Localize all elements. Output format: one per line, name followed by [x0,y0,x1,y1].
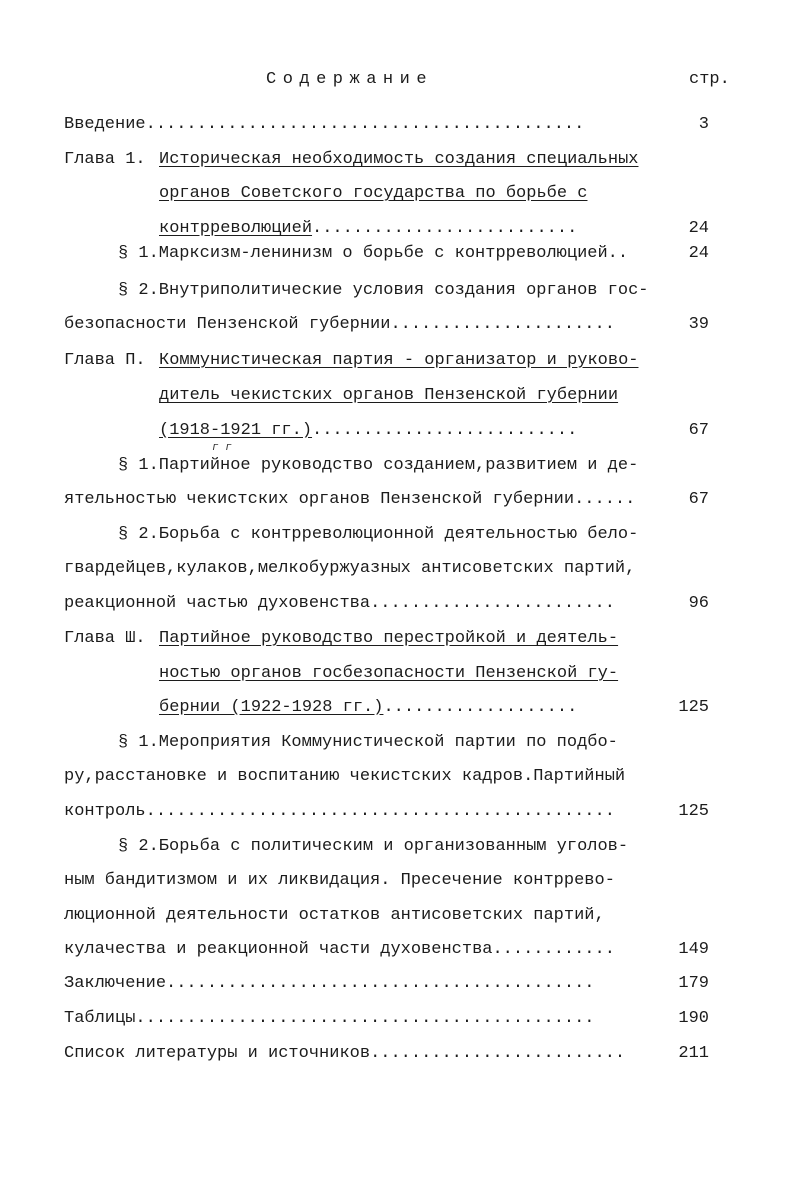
toc-entry-intro [64,114,584,136]
page-number: 179 [678,974,709,993]
leader-dots: .............................................. [145,802,615,821]
page-number: 190 [678,1009,709,1028]
page-column-label: стр. [689,70,730,89]
chapter-2-prefix: Глава П. [64,351,146,370]
toc-entry-tables [64,1008,595,1030]
entry-label: контроль [64,802,146,821]
leader-dots: ...... [574,490,636,509]
leader-dots: .......................................... [166,974,595,993]
page-number: 3 [698,115,709,134]
section-2-1-line-2 [64,489,635,511]
entry-label: Список литературы и источников [64,1044,371,1063]
section-3-1-line-2: ру,расстановке и воспитанию чекистских кадров.Партийный [64,767,626,786]
page-number: 39 [688,315,709,334]
chapter-1-title-end: контрреволюцией [159,219,313,238]
section-3-2-line-3: люционной деятельности остатков антисоветских партий, [64,906,605,925]
handwritten-correction-mark: г г [212,442,232,454]
leader-dots: ............................................. [135,1009,595,1028]
leader-dots: ......................... [370,1044,626,1063]
leader-dots: ...................... [390,315,615,334]
chapter-3-title-end: бернии (1922-1928 гг.) [159,698,384,717]
entry-label: ятельностью чекистских органов Пензенской губернии [64,490,575,509]
page-number: 67 [688,490,709,509]
section-2-2-line-1: § 2.Борьба с контрреволюционной деятельностью бело- [118,525,639,544]
leader-dots: ................... [383,698,578,717]
page-number: 149 [678,940,709,959]
entry-label: кулачества и реакционной части духовенства [64,940,493,959]
chapter-2-title-line-3 [159,420,577,442]
page-number: 24 [688,244,709,263]
leader-dots: ........................ [370,594,615,613]
chapter-1-title-line-3 [159,218,577,240]
section-2-2-line-2: гвардейцев,кулаков,мелкобуржуазных антисоветских партий, [64,559,636,578]
leader-dots: .......................... [312,219,578,238]
toc-title: Содержание [266,70,434,89]
entry-label: Введение [64,115,146,134]
page-number: 96 [688,594,709,613]
entry-label: Заключение [64,974,167,993]
section-3-2-line-4 [64,939,615,961]
chapter-1-prefix: Глава 1. [64,150,146,169]
chapter-2-title-line-2: дитель чекистских органов Пензенской губернии [159,386,619,405]
section-1-2-line-2 [64,314,615,336]
section-2-2-line-3 [64,593,615,615]
chapter-3-title-line-1: Партийное руководство перестройкой и деятель- [159,629,619,648]
section-1-1: § 1.Марксизм-ленинизм о борьбе с контрреволюцией.. [118,244,629,263]
page-number: 125 [678,698,709,717]
leader-dots: ............ [492,940,615,959]
leader-dots: .......................... [312,421,578,440]
toc-entry-bibliography [64,1043,625,1065]
section-1-2-line-1: § 2.Внутриполитические условия создания органов гос- [118,281,649,300]
chapter-1-title-line-2: органов Советского государства по борьбе с [159,184,588,203]
chapter-1-title-line-1: Историческая необходимость создания специальных [159,150,639,169]
chapter-3-title-line-2: ностью органов госбезопасности Пензенской гу- [159,664,619,683]
section-3-1-line-1: § 1.Мероприятия Коммунистической партии по подбо- [118,733,618,752]
page-number: 211 [678,1044,709,1063]
section-2-1-line-1: § 1.Партийное руководство созданием,развитием и де- [118,456,639,475]
entry-label: безопасности Пензенской губернии [64,315,391,334]
page-number: 24 [688,219,709,238]
section-3-2-line-2: ным бандитизмом и их ликвидация. Пресечение контррево- [64,871,615,890]
entry-label: Таблицы [64,1009,136,1028]
section-3-1-line-3 [64,801,615,823]
chapter-3-title-line-3 [159,697,577,719]
chapter-2-title-line-1: Коммунистическая партия - организатор и руково- [159,351,639,370]
toc-entry-conclusion [64,973,595,995]
section-3-2-line-1: § 2.Борьба с политическим и организованным уголов- [118,837,629,856]
leader-dots: ........................................... [145,115,585,134]
chapter-3-prefix: Глава Ш. [64,629,146,648]
page-number: 125 [678,802,709,821]
entry-label: реакционной частью духовенства [64,594,371,613]
chapter-2-title-end: (1918-1921 гг.) [159,421,313,440]
page-number: 67 [688,421,709,440]
